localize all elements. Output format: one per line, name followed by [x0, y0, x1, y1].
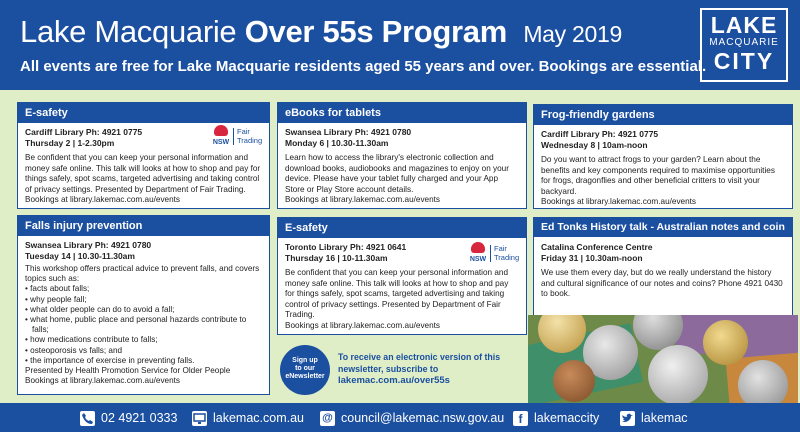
signup-line-3: eNewsletter — [285, 373, 325, 380]
newsletter-info — [338, 352, 523, 387]
nsw-logo-line-1: Fair — [494, 244, 507, 253]
nsw-fair-trading-logo — [211, 125, 263, 149]
footer-contact-bar — [0, 403, 800, 432]
event-location: Swansea Library Ph: 4921 0780 — [285, 127, 412, 137]
topic-list — [25, 284, 262, 366]
list-item: • facts about falls; — [25, 284, 90, 294]
event-location: Cardiff Library Ph: 4921 0775 — [541, 129, 659, 139]
event-card-history-talk — [533, 217, 793, 317]
page-title — [20, 14, 622, 50]
event-title: Frog-friendly gardens — [534, 105, 792, 125]
waratah-icon — [214, 125, 228, 136]
event-location: Catalina Conference Centre — [541, 242, 653, 252]
logo-line-3: CITY — [713, 48, 775, 74]
event-title: E-safety — [278, 218, 526, 238]
nsw-fair-trading-logo — [468, 242, 520, 266]
phone-icon — [80, 411, 95, 426]
event-time: Thursday 2 | 1-2.30pm — [25, 138, 115, 148]
list-item: • how medications contribute to falls; — [25, 335, 158, 345]
event-time: Friday 31 | 10.30am-noon — [541, 253, 643, 263]
signup-line-2: to our — [295, 365, 315, 372]
event-card-esafety-cardiff — [17, 102, 270, 209]
event-title: eBooks for tablets — [278, 103, 526, 123]
facebook-icon: f — [513, 411, 528, 426]
nsw-logo-line-1: Fair — [237, 127, 250, 136]
event-booking: Bookings at library.lakemac.com.au/events — [25, 376, 181, 386]
email-link: council@lakemac.nsw.gov.au — [341, 411, 505, 425]
nsw-logo-line-2: Trading — [237, 135, 263, 145]
nsw-logo-line-2: Trading — [494, 252, 520, 262]
event-description: Learn how to access the library's electronic collection and download books, audiobooks and magazines to enjoy on your device. Please have your tablet fully charged and your App Store or Play Store account details. — [285, 153, 509, 194]
event-title: E-safety — [18, 103, 269, 123]
nsw-logo-text: NSW — [469, 256, 487, 263]
event-card-esafety-toronto — [277, 217, 527, 335]
event-description: Be confident that you can keep your personal information and money safe online. This talk will looks at how to shop and pay for things safely, spot scams, targeted advertising and taking control of privacy settings. Presented by Department of Fair Trading. — [285, 268, 509, 320]
footer-website[interactable] — [192, 409, 304, 427]
list-item: • the importance of exercise in preventing falls. — [25, 355, 195, 365]
at-sign-icon: @ — [320, 411, 335, 426]
website-link: lakemac.com.au — [213, 411, 305, 425]
event-intro: This workshop offers practical advice to prevent falls, and covers topics such as: — [25, 264, 260, 284]
phone-number: 02 4921 0333 — [101, 411, 178, 425]
event-time: Monday 6 | 10.30-11.30am — [285, 138, 389, 148]
title-month: May 2019 — [523, 21, 622, 47]
newsletter-link[interactable]: lakemac.com.au/over55s — [338, 375, 450, 386]
event-booking: Bookings at library.lakemac.com.au/events — [541, 197, 697, 207]
event-location: Swansea Library Ph: 4921 0780 — [25, 240, 152, 250]
event-card-falls-prevention — [17, 215, 270, 395]
logo-line-1: LAKE — [710, 12, 778, 38]
waratah-icon — [471, 242, 485, 253]
list-item: • why people fall; — [25, 294, 87, 304]
subtitle: All events are free for Lake Macquarie residents aged 55 years and over. Bookings are essential. — [20, 58, 707, 75]
event-description: We use them every day, but do we really understand the history and cultural significance of our notes and coins? Phone 4921 0430 to book. — [541, 268, 783, 299]
event-card-ebooks — [277, 102, 527, 209]
event-description: Be confident that you can keep your personal information and money safe online. This talk will looks at how to shop and pay for things safely, spot scams, targeted advertising and taking control of privacy settings. Presented by Department of Fair Trading. Bookings at library.lakemac.com.au/events — [25, 153, 261, 205]
event-time: Thursday 16 | 10-11.30am — [285, 253, 388, 263]
newsletter-text: To receive an electronic version of this newsletter, subscribe to — [338, 352, 501, 374]
footer-facebook[interactable] — [513, 409, 599, 427]
logo-line-2: MACQUARIE — [709, 37, 779, 48]
list-item: • what older people can do to avoid a fall; — [25, 304, 175, 314]
footer-twitter[interactable] — [620, 409, 688, 427]
list-item: • osteoporosis vs falls; and — [25, 345, 123, 355]
facebook-handle: lakemaccity — [534, 411, 600, 425]
event-booking: Bookings at library.lakemac.com.au/events — [285, 195, 441, 205]
title-prefix: Lake Macquarie — [20, 14, 237, 49]
footer-phone[interactable] — [80, 409, 177, 427]
list-item: • what home, public place and personal hazards contribute to falls; — [25, 315, 247, 335]
event-time: Wednesday 8 | 10am-noon — [541, 140, 648, 150]
event-booking: Bookings at library.lakemac.com.au/events — [285, 320, 441, 330]
event-title: Falls injury prevention — [18, 216, 269, 236]
newsletter-signup-badge[interactable] — [280, 345, 330, 395]
nsw-logo-text: NSW — [212, 139, 230, 146]
lake-macquarie-city-logo — [700, 8, 788, 82]
event-time: Tuesday 14 | 10.30-11.30am — [25, 251, 135, 261]
event-location: Cardiff Library Ph: 4921 0775 — [25, 127, 143, 137]
signup-line-1: Sign up — [292, 357, 318, 364]
event-title: Ed Tonks History talk - Australian notes and coin — [534, 218, 792, 237]
event-card-frog-gardens — [533, 104, 793, 209]
twitter-handle: lakemac — [641, 411, 688, 425]
event-location: Toronto Library Ph: 4921 0641 — [285, 242, 407, 252]
title-bold: Over 55s Program — [244, 14, 507, 49]
twitter-icon — [620, 411, 635, 426]
footer-email[interactable] — [320, 409, 504, 427]
monitor-icon — [192, 411, 207, 426]
header-banner — [0, 0, 800, 90]
event-description: Do you want to attract frogs to your garden? Learn about the benefits and key components required to maximise opportunities for frogs, dragonflies and other beneficial critters to visit your backyard. — [541, 155, 775, 196]
coins-and-notes-image — [528, 315, 798, 403]
event-presenter: Presented by Health Promotion Service for Older People — [25, 366, 231, 376]
